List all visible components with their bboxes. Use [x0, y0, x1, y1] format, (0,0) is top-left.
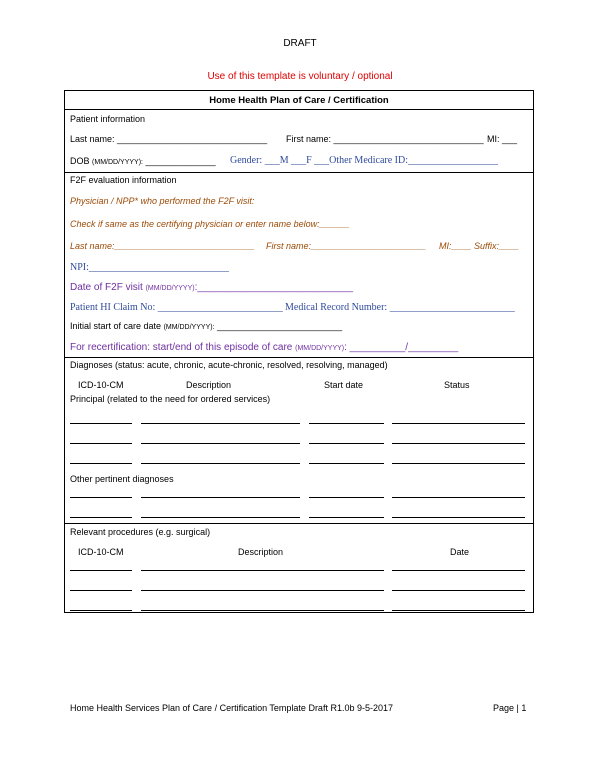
proc-col-description: Description [238, 547, 284, 557]
divider [64, 172, 534, 173]
diagnoses-section-label: Diagnoses (status: acute, chronic, acute-chronic, resolved, resolving, managed) [70, 360, 388, 370]
dob-blank: ______________ [145, 156, 216, 166]
footer-page-number: Page | 1 [493, 703, 527, 713]
patient-dob-field[interactable] [70, 156, 216, 166]
divider [64, 523, 534, 524]
divider [64, 109, 534, 110]
f2f-visit-date-field[interactable] [70, 282, 353, 293]
patient-first-name-field[interactable]: First name: ______________________________ [286, 134, 484, 144]
f2f-check-line[interactable]: Check if same as the certifying physician or enter name below:______ [70, 219, 350, 229]
initial-start-blank: _________________________ [217, 321, 343, 331]
visit-date-format: (MM/DD/YYYY) [145, 285, 195, 292]
claim-no-field[interactable]: Patient HI Claim No: _________________________ [70, 302, 283, 313]
initial-start-format: (MM/DD/YYYY): [163, 324, 215, 331]
dx-col-start-date: Start date [324, 380, 364, 390]
f2f-physician-line: Physician / NPP* who performed the F2F visit: [70, 196, 255, 206]
patient-mi-field[interactable]: MI: ___ [487, 134, 518, 144]
dx-col-icd: ICD-10-CM [78, 380, 124, 390]
f2f-suffix-field[interactable]: Suffix:____ [474, 241, 520, 251]
dob-format: (MM/DD/YYYY): [92, 159, 143, 166]
recert-date-field[interactable] [70, 342, 458, 353]
footer-template-info: Home Health Services Plan of Care / Certification Template Draft R1.0b 9-5-2017 [70, 703, 393, 713]
dx-col-status: Status [444, 380, 470, 390]
gender-medicare-field[interactable]: Gender: ___M ___F ___Other Medicare ID:__________________ [230, 155, 499, 166]
procedures-section-label: Relevant procedures (e.g. surgical) [70, 527, 211, 537]
dx-col-description: Description [186, 380, 232, 390]
proc-col-icd: ICD-10-CM [78, 547, 124, 557]
form-title: Home Health Plan of Care / Certification [209, 95, 389, 106]
f2f-last-name-field[interactable]: Last name:____________________________ [70, 241, 255, 251]
visit-date-label: Date of F2F visit [70, 282, 143, 293]
patient-last-name-field[interactable]: Last name: ______________________________ [70, 134, 268, 144]
draft-label: DRAFT [283, 38, 317, 49]
proc-col-date: Date [450, 547, 470, 557]
recert-blank: : __________/_________ [344, 342, 459, 353]
voluntary-note: Use of this template is voluntary / optional [207, 71, 393, 82]
other-diagnoses-label: Other pertinent diagnoses [70, 474, 174, 484]
patient-section-label: Patient information [70, 114, 146, 124]
f2f-section-label: F2F evaluation information [70, 175, 177, 185]
initial-start-date-field[interactable] [70, 321, 342, 331]
divider [64, 357, 534, 358]
recert-format: (MM/DD/YYYY) [295, 345, 345, 352]
principal-label: Principal (related to the need for ordered services) [70, 394, 271, 404]
medical-record-field[interactable]: Medical Record Number: _________________________ [285, 302, 515, 313]
f2f-mi-field[interactable]: MI:____ [439, 241, 472, 251]
initial-start-label: Initial start of care date [70, 321, 162, 331]
visit-date-blank: :____________________________ [194, 282, 354, 293]
recert-label: For recertification: start/end of this episode of care [70, 342, 293, 353]
f2f-first-name-field[interactable]: First name:_______________________ [266, 241, 427, 251]
npi-field[interactable]: NPI:____________________________ [70, 262, 229, 273]
dob-label: DOB [70, 156, 90, 166]
